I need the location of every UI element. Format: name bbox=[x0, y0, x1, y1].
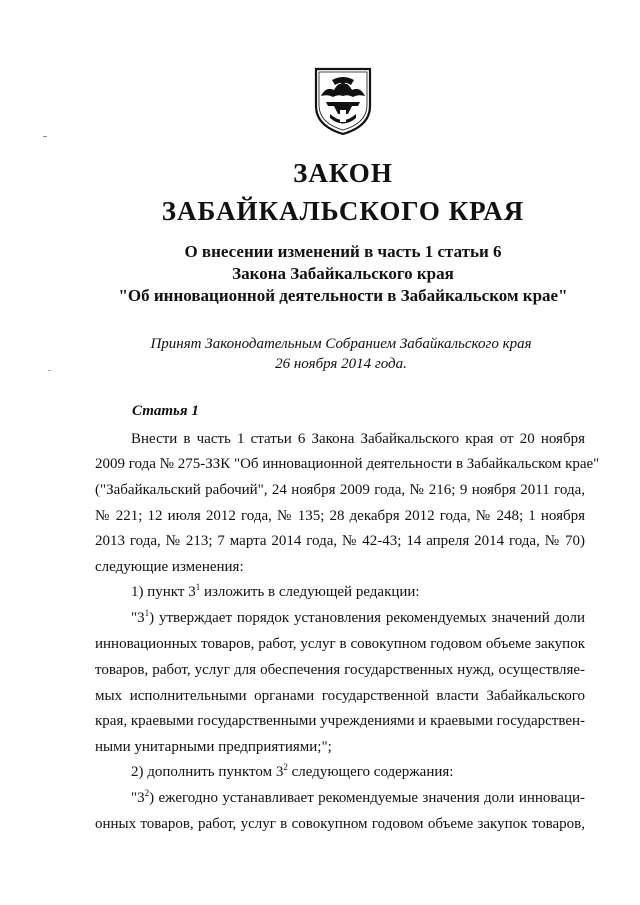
quote-line: инновационных товаров, работ, услуг в совокупном годовом объеме закупок bbox=[95, 636, 585, 652]
superscript: 1 bbox=[144, 608, 150, 618]
item-text: изложить в следующей редакции: bbox=[200, 584, 420, 600]
item-text: 1) пункт 3 bbox=[131, 584, 196, 600]
superscript: 2 bbox=[283, 762, 288, 772]
law-region: ЗАБАЙКАЛЬСКОГО КРАЯ bbox=[161, 196, 525, 226]
body-line: № 221; 12 июля 2012 года, № 135; 28 декабря 2012 года, № 248; 1 ноября bbox=[95, 508, 585, 524]
quote-line bbox=[131, 788, 585, 808]
quote-text: "3 bbox=[131, 610, 145, 626]
body-line: ("Забайкальский рабочий", 24 ноября 2009 года, № 216; 9 ноября 2011 года, bbox=[95, 482, 585, 498]
subtitle-line: "Об инновационной деятельности в Забайкальском крае" bbox=[118, 286, 568, 305]
quote-text: ) утверждает порядок установления рекомендуемых значений доли bbox=[149, 610, 585, 626]
list-item-1 bbox=[131, 582, 420, 602]
list-item-2 bbox=[131, 762, 453, 782]
subtitle-line: Закона Забайкальского края bbox=[232, 264, 454, 283]
quote-line: ными унитарными предприятиями;"; bbox=[95, 739, 332, 755]
quote-line: онных товаров, работ, услуг в совокупном годовом объеме закупок товаров, bbox=[95, 816, 585, 832]
coat-of-arms-emblem bbox=[312, 66, 374, 136]
superscript: 1 bbox=[195, 582, 201, 592]
subtitle-line: О внесении изменений в часть 1 статьи 6 bbox=[184, 242, 502, 261]
quote-line: товаров, работ, услуг для обеспечения государственных нужд, осуществляе- bbox=[95, 662, 585, 678]
adoption-date: 26 ноября 2014 года. bbox=[275, 356, 407, 372]
quote-line: края, краевыми государственными учреждениями и краевыми государствен- bbox=[95, 713, 585, 729]
body-line: следующие изменения: bbox=[95, 559, 244, 575]
coat-of-arms-icon bbox=[312, 66, 374, 136]
superscript: 2 bbox=[144, 788, 150, 798]
quote-text: "3 bbox=[131, 790, 145, 806]
body-line: 2013 года, № 213; 7 марта 2014 года, № 42-43; 14 апреля 2014 года, № 70) bbox=[95, 533, 585, 549]
quote-text: ) ежегодно устанавливает рекомендуемые значения доли инноваци- bbox=[149, 790, 585, 806]
item-text: 2) дополнить пунктом 3 bbox=[131, 764, 284, 780]
scan-speck bbox=[43, 136, 47, 137]
body-line: 2009 года № 275-ЗЗК "Об инновационной деятельности в Забайкальском крае" bbox=[95, 456, 600, 472]
article-heading: Статья 1 bbox=[132, 403, 199, 419]
body-line: Внести в часть 1 статьи 6 Закона Забайкальского края от 20 ноября bbox=[131, 431, 585, 447]
law-title: ЗАКОН bbox=[293, 158, 393, 188]
item-text: следующего содержания: bbox=[287, 764, 454, 780]
quote-line bbox=[131, 608, 585, 628]
quote-line: мых исполнительными органами государственной власти Забайкальского bbox=[95, 688, 585, 704]
adoption-note: Принят Законодательным Собранием Забайкальского края bbox=[150, 336, 532, 352]
